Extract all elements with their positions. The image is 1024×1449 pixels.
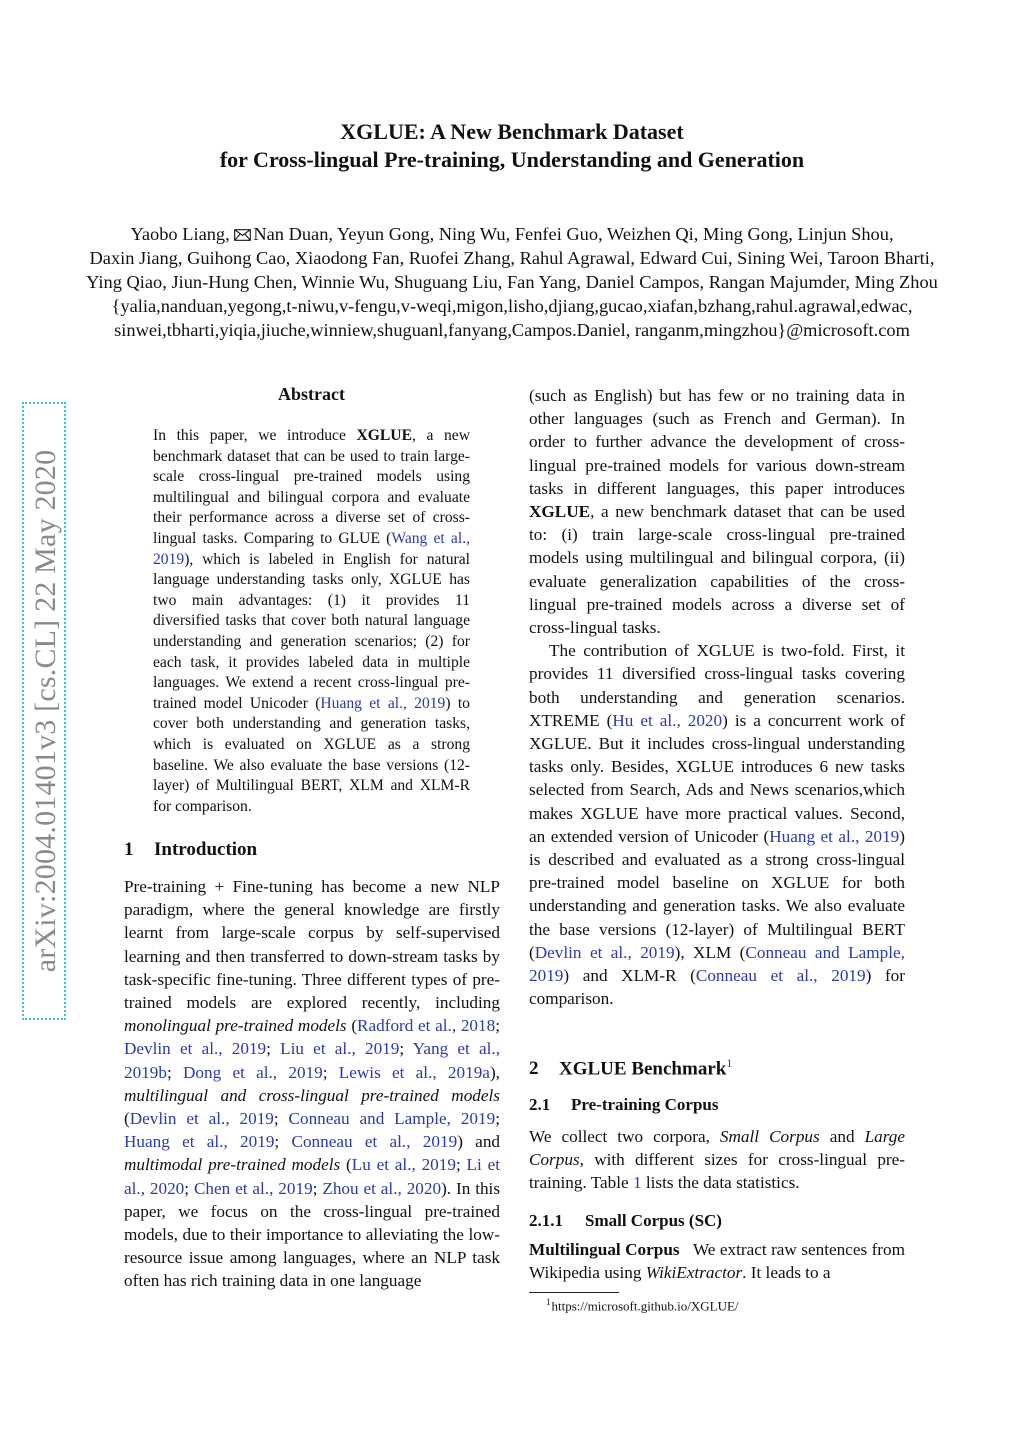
citation-link[interactable]: Radford et al., 2018 [357,1016,496,1036]
footnote-url[interactable]: https://microsoft.github.io/XGLUE/ [551,1298,739,1314]
multilingual-corpus-text: Multilingual Corpus We extract raw sentences from Wikipedia using WikiExtractor. It leads to a [529,1240,905,1283]
citation-link[interactable]: Liu et al., 2019 [280,1039,400,1059]
citation-link[interactable]: Hu et al., 2020 [612,710,723,730]
citation-link[interactable]: Yang et al., 2019b [124,1039,500,1082]
right-column-text [529,384,905,1010]
author-first: Yaobo Liang, [130,224,235,244]
citation-link[interactable]: Devlin et al., 2019 [129,1109,274,1129]
citation-link[interactable]: Conneau and Lample, 2019 [288,1109,496,1129]
footnote [546,1297,739,1314]
section-title: Pre-training Corpus [571,1095,719,1114]
citation-link[interactable]: Dong et al., 2019 [183,1062,323,1082]
paragraph-run-in-heading: Multilingual Corpus [529,1240,680,1259]
author-block [20,222,1004,342]
xglue-emphasis: XGLUE [529,502,591,522]
section-heading-introduction [124,839,257,861]
introduction-text: Pre-training + Fine-tuning has become a new NLP paradigm, where the general knowledge are firstly learnt from large-scale corpus by self-supervised learning and then transferred to down-stream tasks by task-specific fine-tuning. Three different types of pre-trained models are explored recently, including monolingual pre-trained models (Radford et al., 2018; Devlin et al., 2019; Liu et al., 2019; Yang et al., 2019b; Dong et al., 2019; Lewis et al., 2019a), multilingual and cross-lingual pre-trained models (Devlin et al., 2019; Conneau and Lample, 2019; Huang et al., 2019; Conneau et al., 2019) and multimodal pre-trained models (Lu et al., 2019; Li et al., 2020; Chen et al., 2019; Zhou et al., 2020). In this paper, we focus on the cross-lingual pre-trained models, due to their importance to alleviating the low-resource issue among languages, where an NLP task often has rich training data in one language [124,877,501,1291]
author-line-3: Ying Qiao, Jiun-Hung Chen, Winnie Wu, Shuguang Liu, Fan Yang, Daniel Campos, Rangan Majumder, Ming Zhou [86,272,938,292]
title-line-2: for Cross-lingual Pre-training, Understanding and Generation [219,147,805,172]
citation-link[interactable]: Wang et al., 2019 [153,529,470,568]
citation-link[interactable]: Devlin et al., 2019 [534,942,675,962]
paragraph-continuation: (such as English) but has few or no training data in other languages (such as French and German). In order to further advance the development of cross-lingual pre-trained models for various down-stream tasks in different languages, this paper introduces XGLUE, a new benchmark dataset that can be used to: (i) train large-scale cross-lingual pre-trained models using multilingual and bilingual corpora, (ii) evaluate generalization capabilities of the cross-lingual pre-trained models across a diverse set of cross-lingual tasks. [529,386,905,638]
citation-link[interactable]: Chen et al., 2019 [193,1178,313,1198]
footnote-mark: 1 [546,1297,551,1307]
citation-link[interactable]: Zhou et al., 2020 [322,1178,442,1198]
citation-link[interactable]: Conneau and Lample, 2019 [529,942,905,986]
section-number: 2.1 [529,1095,551,1114]
section-title: XGLUE Benchmark [559,1058,727,1080]
citation-link[interactable]: Conneau et al., 2019 [695,966,866,986]
section-number: 2.1.1 [529,1211,563,1230]
arxiv-identifier: arXiv:2004.01401v3 [cs.CL] 22 May 2020 [29,449,62,973]
section-number: 1 [124,839,134,860]
title-line-1: XGLUE: A New Benchmark Dataset [340,119,684,144]
paragraph-contribution: The contribution of XGLUE is two-fold. First, it provides 11 diversified cross-lingual tasks covering both understanding and generation scenarios. XTREME (Hu et al., 2020) is a concurrent work of XGLUE. But it includes cross-lingual understanding tasks only. Besides, XGLUE introduces 6 new tasks selected from Search, Ads and News scenarios,which makes XGLUE have more practical values. Second, an extended version of Unicoder (Huang et al., 2019) is described and evaluated as a strong cross-lingual pre-trained model baseline on XGLUE for both understanding and generation tasks. We also evaluate the base versions (12-layer) of Multilingual BERT (Devlin et al., 2019), XLM (Conneau and Lample, 2019) and XLM-R (Conneau et al., 2019) for comparison. [529,641,905,1009]
citation-link[interactable]: Li et al., 2020 [124,1155,500,1198]
citation-link[interactable]: Devlin et al., 2019 [124,1039,267,1059]
xglue-emphasis: XGLUE [356,427,412,444]
citation-link[interactable]: Huang et al., 2019 [124,1132,275,1152]
subsection-heading-pretraining-corpus [529,1095,719,1115]
section-title: Introduction [154,839,258,860]
subsubsection-heading-small-corpus [529,1211,722,1231]
citation-link[interactable]: Lu et al., 2019 [351,1155,456,1175]
author-line-2: Daxin Jiang, Guihong Cao, Xiaodong Fan, Ruofei Zhang, Rahul Agrawal, Edward Cui, Sining Wei, Taroon Bharti, [89,248,935,268]
mail-icon [234,229,251,241]
author-line-1 [20,222,1004,246]
pretraining-corpus-text: We collect two corpora, Small Corpus and Large Corpus, with different sizes for cross-lingual pre-training. Table 1 lists the data statistics. [529,1127,905,1193]
section-number: 2 [529,1058,539,1080]
author-rest: Nan Duan, Yeyun Gong, Ning Wu, Fenfei Guo, Weizhen Qi, Ming Gong, Linjun Shou, [253,224,894,244]
email-line-2: sinwei,tbharti,yiqia,jiuche,winniew,shuguanl,fanyang,Campos.Daniel, ranganm,mingzhou}@microsoft.com [114,320,910,340]
paper-title [0,118,1024,174]
footnote-link[interactable]: 1 [726,1056,733,1070]
citation-link[interactable]: Huang et al., 2019 [320,694,446,712]
section-title: Small Corpus (SC) [585,1211,722,1230]
citation-link[interactable]: Lewis et al., 2019a [338,1062,490,1082]
abstract-text: In this paper, we introduce XGLUE, a new benchmark dataset that can be used to train large-scale cross-lingual pre-trained models using multilingual and bilingual corpora and evaluate their performance across a diverse set of cross-lingual tasks. Comparing to GLUE (Wang et al., 2019), which is labeled in English for natural language understanding tasks only, XGLUE has two main advantages: (1) it provides 11 diversified tasks that cover both natural language understanding and generation scenarios; (2) for each task, it provides labeled data in multiple languages. We extend a recent cross-lingual pre-trained model Unicoder (Huang et al., 2019) to cover both understanding and generation tasks, which is evaluated on XGLUE as a strong baseline. We also evaluate the base versions (12-layer) of Multilingual BERT, XLM and XLM-R for comparison. [153,427,470,815]
table-reference-link[interactable]: 1 [632,1173,642,1193]
section-heading-xglue-benchmark [529,1056,732,1080]
email-line-1: {yalia,nanduan,yegong,t-niwu,v-fengu,v-weqi,migon,lisho,djiang,gucao,xiafan,bzhang,rahul.agrawal,edwac, [111,296,913,316]
citation-link[interactable]: Conneau et al., 2019 [291,1132,458,1152]
citation-link[interactable]: Huang et al., 2019 [769,826,900,846]
footnote-divider [529,1292,619,1293]
abstract-heading: Abstract [278,384,345,404]
